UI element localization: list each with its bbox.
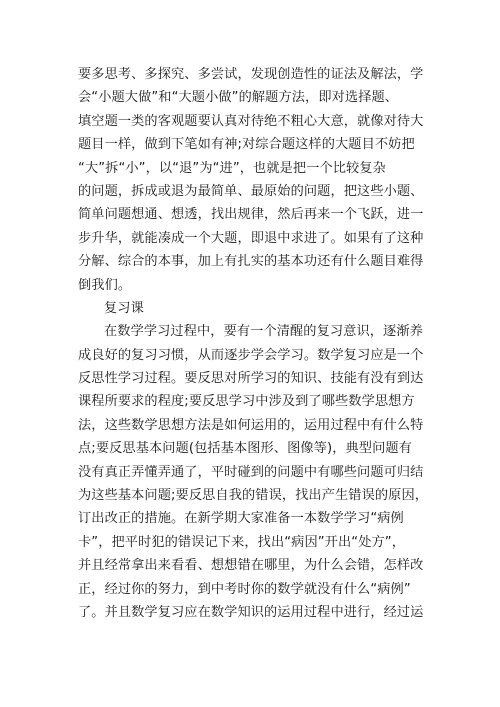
- text-line: “大”拆“小”，以“退”为“进”，也就是把一个比较复杂: [78, 160, 386, 176]
- text-line: 步升华，就能凑成一个大题，即退中求进了。如果有了这种: [78, 230, 424, 246]
- text-line: 成良好的复习习惯，从而逐步学会学习。数学复习应是一个: [78, 347, 424, 363]
- text-line: 并且经常拿出来看看、想想错在哪里，为什么会错，怎样改: [78, 558, 424, 574]
- text-line: 要多思考、多探究、多尝试，发现创造性的证法及解法，学: [78, 67, 424, 82]
- text-line: 为这些基本问题;要反思自我的错误，找出产生错误的原因，: [78, 488, 429, 504]
- text-line: 简单问题想通、想透，找出规律，然后再来一个飞跃，进一: [78, 207, 424, 223]
- text-line: 了。并且数学复习应在数学知识的运用过程中进行，经过运: [78, 604, 424, 620]
- text-line: 法，这些数学思想方法是如何运用的，运用过程中有什么特: [78, 417, 424, 433]
- text-line: 订出改正的措施。在新学期大家准备一本数学学习“病例: [78, 511, 404, 527]
- text-line: 分解、综合的本事，加上有扎实的基本功还有什么题目难得: [78, 254, 424, 270]
- text-line: 正，经过你的努力，到中考时你的数学就没有什么“病例”: [78, 581, 411, 597]
- text-line: 反思性学习过程。要反思对所学习的知识、技能有没有到达: [78, 371, 424, 387]
- text-line: 点;要反思基本问题(包括基本图形、图像等)，典型问题有: [78, 441, 412, 457]
- text-line: 没有真正弄懂弄通了，平时碰到的问题中有哪些问题可归结: [78, 464, 424, 480]
- text-line: 填空题一类的客观题要认真对待绝不粗心大意，就像对待大: [78, 113, 424, 129]
- text-line: 倒我们。: [78, 277, 132, 293]
- text-line: 课程所要求的程度;要反思学习中涉及到了哪些数学思想方: [78, 394, 415, 410]
- section-heading: 复习课: [104, 300, 144, 316]
- text-line: 卡”，把平时犯的错误记下来，找出“病因”开出“处方”，: [78, 534, 405, 550]
- text-line: 会“小题大做”和“大题小做”的解题方法，即对选择题、: [78, 90, 399, 106]
- text-line: 在数学学习过程中，要有一个清醒的复习意识，逐渐养: [104, 324, 423, 340]
- text-line: 题目一样，做到下笔如有神;对综合题这样的大题目不妨把: [78, 137, 415, 153]
- text-line: 的问题，拆成或退为最简单、最原始的问题，把这些小题、: [78, 183, 424, 199]
- paragraph-problem-solving: [78, 63, 429, 624]
